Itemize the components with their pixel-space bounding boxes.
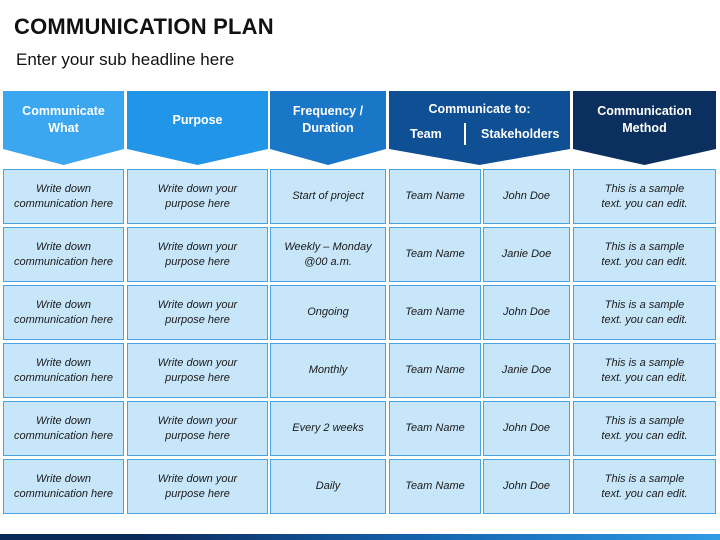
cell-communicate-what: Write down communication here bbox=[3, 401, 124, 456]
cell-method: This is a sample text. you can edit. bbox=[573, 285, 716, 340]
cell-purpose: Write down your purpose here bbox=[127, 459, 268, 514]
cell-stakeholder: John Doe bbox=[483, 401, 570, 456]
cell-communicate-what: Write down communication here bbox=[3, 343, 124, 398]
cell-method: This is a sample text. you can edit. bbox=[573, 401, 716, 456]
cell-stakeholder: Janie Doe bbox=[483, 227, 570, 282]
bottom-accent-bar bbox=[0, 534, 720, 540]
header-label: Frequency / Duration bbox=[292, 104, 364, 135]
header-label: Communication Method bbox=[597, 104, 692, 135]
header-label: Communicate What bbox=[22, 104, 105, 135]
cell-team: Team Name bbox=[389, 459, 481, 514]
page-title: COMMUNICATION PLAN bbox=[14, 14, 274, 39]
cell-purpose: Write down your purpose here bbox=[127, 401, 268, 456]
cell-frequency: Monthly bbox=[270, 343, 386, 398]
header-communicate-what bbox=[3, 91, 124, 165]
cell-communicate-what: Write down communication here bbox=[3, 169, 124, 224]
header-label: Communicate to: bbox=[428, 102, 531, 116]
cell-frequency: Weekly – Monday @00 a.m. bbox=[270, 227, 386, 282]
cell-method: This is a sample text. you can edit. bbox=[573, 343, 716, 398]
cell-team: Team Name bbox=[389, 227, 481, 282]
header-label: Purpose bbox=[172, 112, 223, 127]
cell-frequency: Start of project bbox=[270, 169, 386, 224]
cell-team: Team Name bbox=[389, 169, 481, 224]
cell-purpose: Write down your purpose here bbox=[127, 343, 268, 398]
cell-communicate-what: Write down communication here bbox=[3, 227, 124, 282]
cell-communicate-what: Write down communication here bbox=[3, 459, 124, 514]
header-communicate-to bbox=[389, 91, 570, 165]
cell-stakeholder: John Doe bbox=[483, 459, 570, 514]
cell-team: Team Name bbox=[389, 285, 481, 340]
cell-communicate-what: Write down communication here bbox=[3, 285, 124, 340]
cell-frequency: Ongoing bbox=[270, 285, 386, 340]
cell-stakeholder: John Doe bbox=[483, 169, 570, 224]
header-divider bbox=[464, 123, 466, 145]
page-subtitle: Enter your sub headline here bbox=[16, 50, 235, 69]
header-frequency bbox=[270, 91, 386, 165]
cell-purpose: Write down your purpose here bbox=[127, 285, 268, 340]
cell-purpose: Write down your purpose here bbox=[127, 169, 268, 224]
header-team-label: Team bbox=[410, 127, 442, 141]
header-method bbox=[573, 91, 716, 165]
cell-purpose: Write down your purpose here bbox=[127, 227, 268, 282]
cell-method: This is a sample text. you can edit. bbox=[573, 169, 716, 224]
cell-team: Team Name bbox=[389, 343, 481, 398]
cell-team: Team Name bbox=[389, 401, 481, 456]
cell-frequency: Daily bbox=[270, 459, 386, 514]
header-purpose bbox=[127, 91, 268, 165]
cell-method: This is a sample text. you can edit. bbox=[573, 227, 716, 282]
cell-frequency: Every 2 weeks bbox=[270, 401, 386, 456]
cell-stakeholder: John Doe bbox=[483, 285, 570, 340]
cell-stakeholder: Janie Doe bbox=[483, 343, 570, 398]
cell-method: This is a sample text. you can edit. bbox=[573, 459, 716, 514]
header-stakeholders-label: Stakeholders bbox=[481, 127, 560, 141]
